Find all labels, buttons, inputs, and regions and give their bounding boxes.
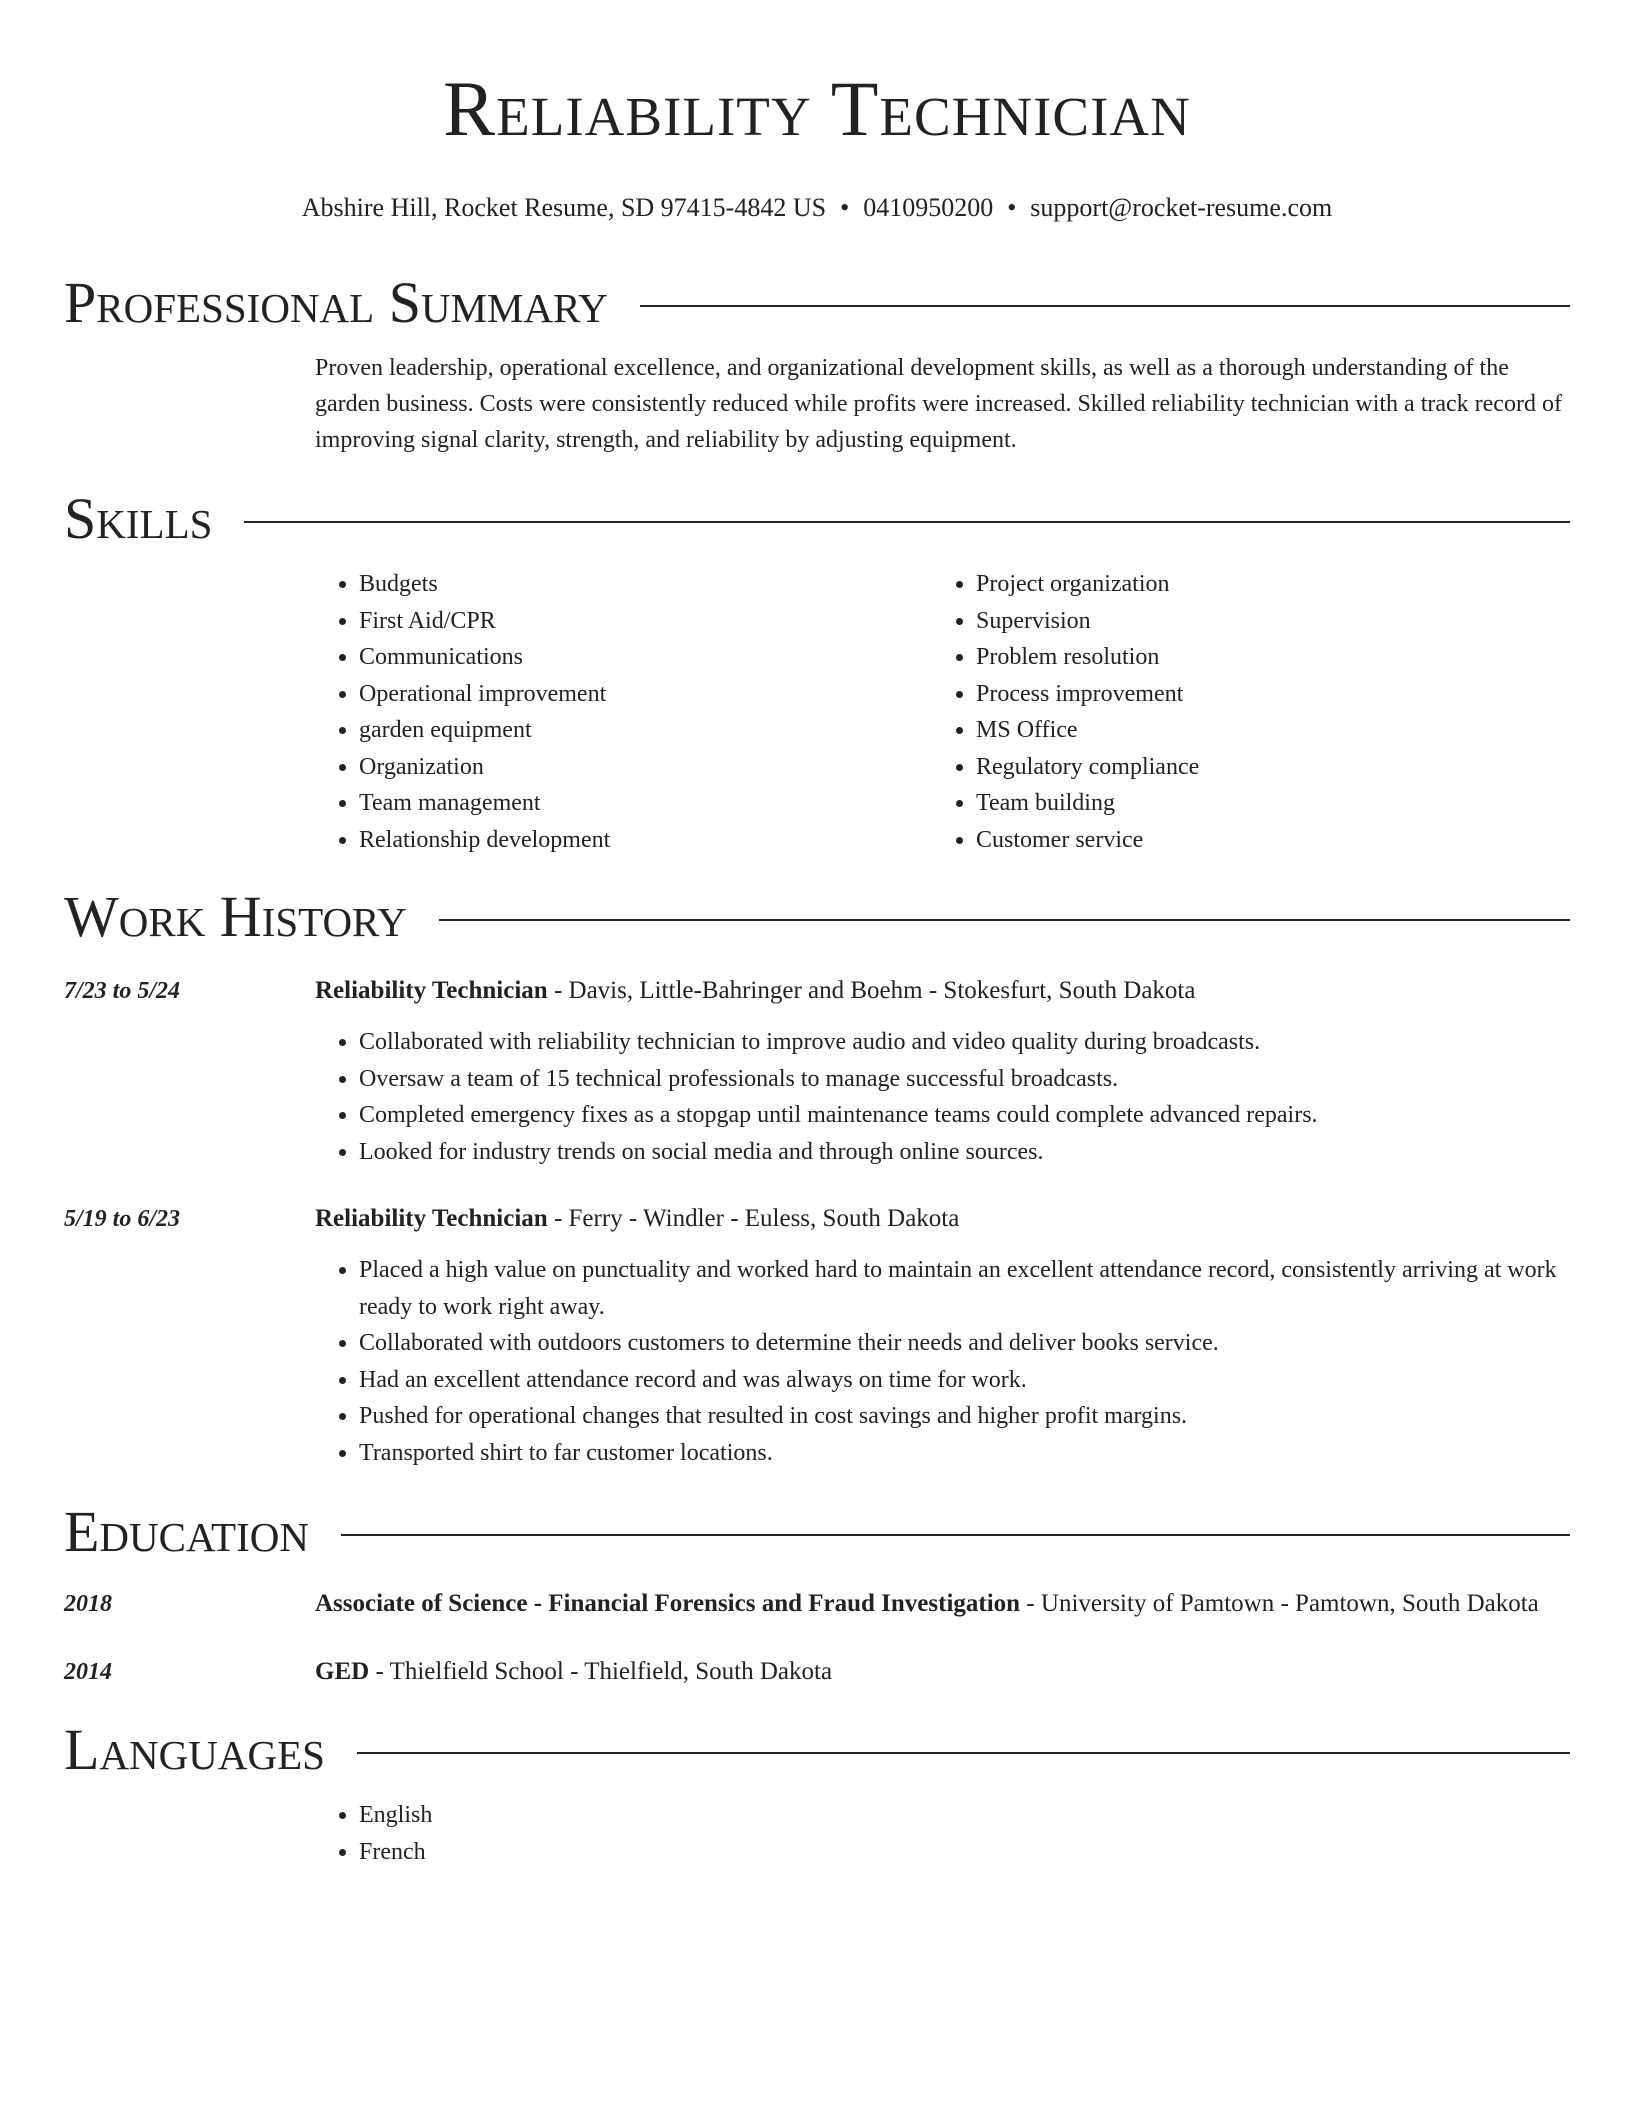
job-bullet: • Completed emergency fixes as a stopgap until maintenance teams could complete advanced repairs.	[359, 1097, 1570, 1134]
languages-section-header	[64, 1717, 1570, 1783]
job-bullet: • Transported shirt to far customer locations.	[359, 1435, 1570, 1472]
section-divider	[439, 919, 1570, 921]
job-details: - Ferry - Windler - Euless, South Dakota	[547, 1205, 960, 1232]
language-item: • French	[359, 1834, 1570, 1871]
skill-item: • Regulatory compliance	[976, 749, 1549, 786]
education-details: - Thielfield School - Thielfield, South Dakota	[369, 1658, 833, 1685]
contact-separator: •	[840, 193, 850, 222]
languages-title: Languages	[64, 1717, 325, 1782]
skill-item: • Problem resolution	[976, 639, 1549, 676]
languages-list-wrapper	[315, 1797, 1570, 1870]
skills-column-left	[315, 566, 932, 858]
section-divider	[640, 305, 1570, 307]
section-divider	[357, 1752, 1570, 1754]
languages-list	[315, 1797, 1570, 1870]
job-bullet: • Collaborated with reliability technician to improve audio and video quality during broadcasts.	[359, 1024, 1570, 1061]
skill-item: • Team management	[359, 785, 932, 822]
job-bullets	[315, 1252, 1570, 1471]
education-degree: Associate of Science - Financial Forensics and Fraud Investigation	[315, 1590, 1021, 1617]
job-bullet: • Looked for industry trends on social media and through online sources.	[359, 1134, 1570, 1171]
summary-section-header	[64, 270, 1570, 336]
job-bullets	[315, 1024, 1570, 1170]
skills-section-header	[64, 486, 1570, 552]
contact-email: support@rocket-resume.com	[1030, 193, 1333, 222]
skill-item: • Team building	[976, 785, 1549, 822]
job-bullet: • Placed a high value on punctuality and worked hard to maintain an excellent attendance record, consistently arriving at work ready to work right away.	[359, 1252, 1570, 1325]
contact-separator: •	[1007, 193, 1017, 222]
language-item: • English	[359, 1797, 1570, 1834]
skills-list-left	[315, 566, 932, 858]
job-role: Reliability Technician	[315, 977, 548, 1004]
job-heading	[315, 1200, 1570, 1238]
education-year: 2018	[64, 1591, 112, 1617]
job-bullet: • Had an excellent attendance record and was always on time for work.	[359, 1362, 1570, 1399]
skill-item: • Budgets	[359, 566, 932, 603]
section-divider	[341, 1534, 1570, 1536]
summary-text: Proven leadership, operational excellence, and organizational development skills, as well as a thorough understanding of the garden business. Costs were consistently reduced while profits were increased. Skilled reliability technician with a track record of improving signal clarity, strength, and reliability by adjusting equipment.	[315, 355, 1562, 453]
education-title: Education	[64, 1499, 309, 1564]
resume-name: Reliability Technician	[443, 65, 1191, 152]
job-entry	[64, 1200, 1570, 1471]
resume-page	[64, 0, 1570, 1870]
education-entry	[64, 1653, 1570, 1691]
skill-item: • Process improvement	[976, 676, 1549, 713]
job-entry	[64, 972, 1570, 1170]
skill-item: • Relationship development	[359, 822, 932, 859]
contact-line	[64, 192, 1570, 224]
skills-title: Skills	[64, 486, 213, 551]
skills-list-right	[932, 566, 1549, 858]
skill-item: • Customer service	[976, 822, 1549, 859]
education-degree: GED	[315, 1658, 370, 1685]
job-heading	[315, 972, 1570, 1010]
skill-item: • Organization	[359, 749, 932, 786]
work-history-section-header	[64, 884, 1570, 950]
section-divider	[244, 521, 1570, 523]
skill-item: • Operational improvement	[359, 676, 932, 713]
skill-item: • MS Office	[976, 712, 1549, 749]
skill-item: • First Aid/CPR	[359, 603, 932, 640]
skills-grid	[315, 566, 1570, 858]
job-bullet: • Collaborated with outdoors customers to determine their needs and deliver books service.	[359, 1325, 1570, 1362]
work-history-title: Work History	[64, 884, 407, 949]
skill-item: • Communications	[359, 639, 932, 676]
contact-phone: 0410950200	[863, 193, 994, 222]
summary-title: Professional Summary	[64, 270, 608, 335]
education-body	[315, 1585, 1570, 1623]
contact-address: Abshire Hill, Rocket Resume, SD 97415-4842 US	[301, 193, 827, 222]
job-role: Reliability Technician	[315, 1205, 548, 1232]
skills-column-right	[932, 566, 1549, 858]
job-dates: 7/23 to 5/24	[64, 978, 181, 1004]
job-body	[315, 972, 1570, 1170]
skill-item: • Supervision	[976, 603, 1549, 640]
education-body	[315, 1653, 1570, 1691]
job-body	[315, 1200, 1570, 1471]
skill-item: • garden equipment	[359, 712, 932, 749]
education-year: 2014	[64, 1659, 112, 1685]
job-bullet: • Oversaw a team of 15 technical professionals to manage successful broadcasts.	[359, 1061, 1570, 1098]
skill-item: • Project organization	[976, 566, 1549, 603]
education-details: - University of Pamtown - Pamtown, South Dakota	[1020, 1590, 1539, 1617]
education-entry	[64, 1585, 1570, 1623]
education-section-header	[64, 1499, 1570, 1565]
job-details: - Davis, Little-Bahringer and Boehm - Stokesfurt, South Dakota	[547, 977, 1196, 1004]
job-dates: 5/19 to 6/23	[64, 1206, 181, 1232]
job-bullet: • Pushed for operational changes that resulted in cost savings and higher profit margins.	[359, 1398, 1570, 1435]
